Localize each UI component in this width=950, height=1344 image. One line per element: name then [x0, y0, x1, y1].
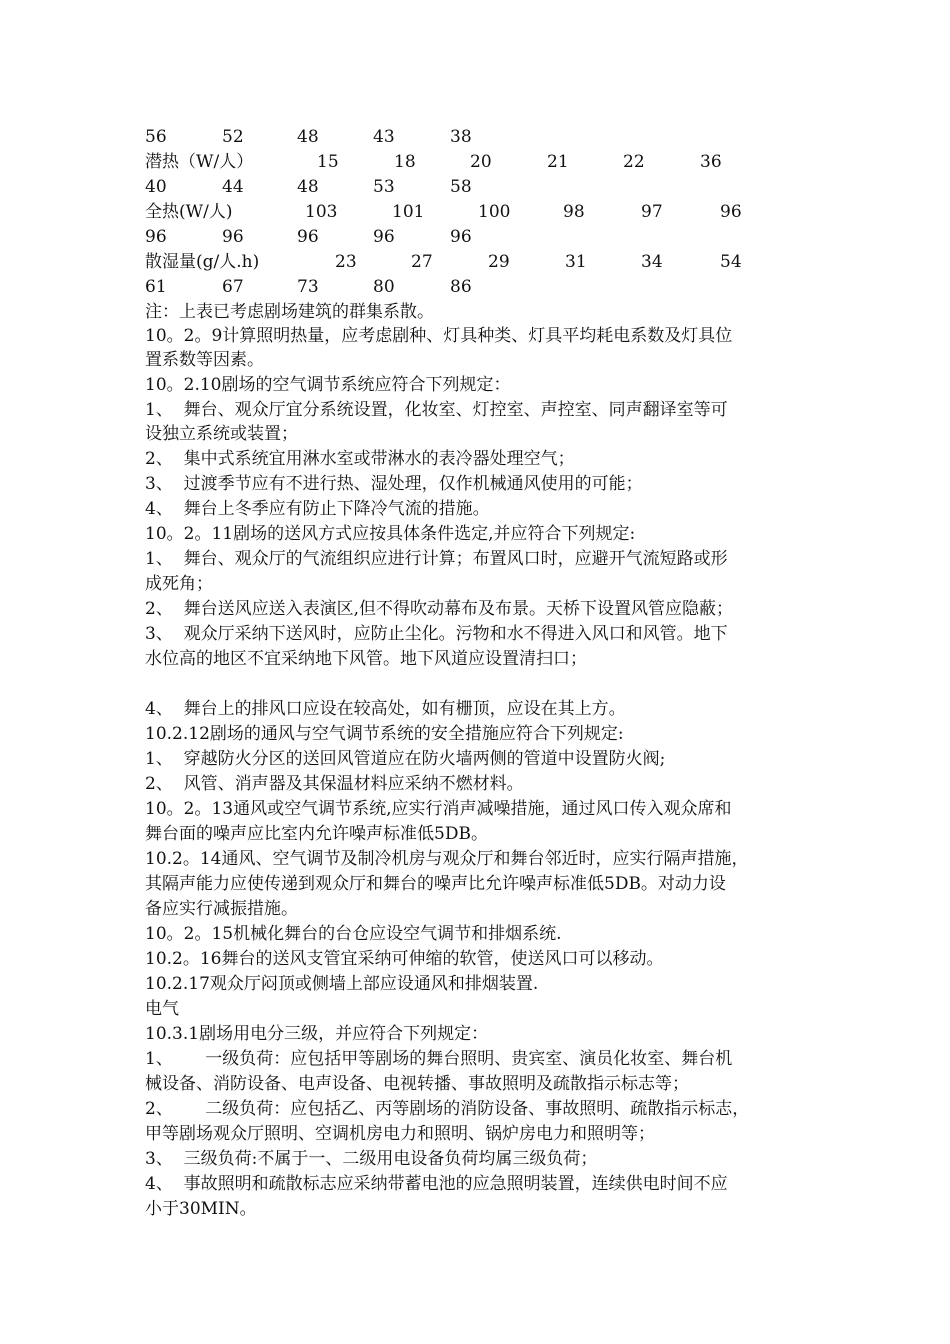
table-cell: 29 [488, 252, 510, 272]
row-label: 潜热（W/人） [145, 152, 254, 172]
table-cell: 96 [373, 227, 395, 247]
table-cell: 96 [450, 227, 472, 247]
text-line: 2、 二级负荷：应包括乙、丙等剧场的消防设备、事故照明、疏散指示标志， [145, 1099, 750, 1119]
text-line: 10。2。15机械化舞台的台仓应设空气调节和排烟系统. [145, 924, 562, 944]
table-cell: 27 [411, 252, 433, 272]
table-cell: 96 [297, 227, 319, 247]
text-line: 1、 穿越防火分区的送回风管道应在防火墙两侧的管道中设置防火阀; [145, 749, 666, 769]
text-line: 3、 三级负荷:不属于一、二级用电设备负荷均属三级负荷； [145, 1149, 598, 1169]
text-line: 2、 风管、消声器及其保温材料应采纳不燃材料。 [145, 774, 524, 794]
text-line: 3、 过渡季节应有不进行热、湿处理，仅作机械通风使用的可能； [145, 474, 643, 494]
text-line: 10.2。14通风、空气调节及制冷机房与观众厅和舞台邻近时，应实行隔声措施， [145, 849, 749, 869]
table-cell: 101 [392, 202, 425, 222]
table-cell: 48 [297, 127, 319, 147]
table-cell: 58 [450, 177, 472, 197]
table-cell: 56 [145, 127, 167, 147]
text-line: 2、 舞台送风应送入表演区,但不得吹动幕布及布景。天桥下设置风管应隐蔽； [145, 599, 734, 619]
text-line: 小于30MIN。 [145, 1199, 257, 1219]
table-row [145, 225, 845, 249]
table-cell: 86 [450, 277, 472, 297]
table-cell: 80 [373, 277, 395, 297]
text-line: 设独立系统或装置； [145, 424, 298, 444]
table-cell: 100 [478, 202, 511, 222]
text-line: 其隔声能力应使传递到观众厅和舞台的噪声比允许噪声标准低5DB。对动力设 [145, 874, 726, 894]
table-row [145, 275, 845, 299]
table-cell: 96 [222, 227, 244, 247]
table-cell: 15 [317, 152, 339, 172]
table-cell: 23 [335, 252, 357, 272]
table-cell: 67 [222, 277, 244, 297]
table-cell: 21 [547, 152, 569, 172]
text-line: 置系数等因素。 [145, 350, 264, 370]
table-cell: 31 [565, 252, 587, 272]
table-cell: 18 [394, 152, 416, 172]
text-line: 械设备、消防设备、电声设备、电视转播、事故照明及疏散指示标志等； [145, 1074, 689, 1094]
table-row [145, 125, 845, 149]
table-cell: 22 [623, 152, 645, 172]
table-row [145, 150, 845, 174]
text-line: 3、 观众厅采纳下送风时，应防止尘化。污物和水不得进入风口和风管。地下 [145, 624, 728, 644]
table-cell: 38 [450, 127, 472, 147]
table-cell: 54 [720, 252, 742, 272]
table-cell: 36 [700, 152, 722, 172]
text-line: 1、 舞台、观众厅的气流组织应进行计算；布置风口时，应避开气流短路或形 [145, 549, 728, 569]
table-cell: 52 [222, 127, 244, 147]
text-line: 2、 集中式系统宜用淋水室或带淋水的表冷器处理空气； [145, 449, 575, 469]
table-cell: 44 [222, 177, 244, 197]
text-line: 4、 事故照明和疏散标志应采纳带蓄电池的应急照明装置，连续供电时间不应 [145, 1174, 728, 1194]
text-line: 10.2。16舞台的送风支管宜采纳可伸缩的软管，使送风口可以移动。 [145, 949, 664, 969]
text-line: 10。2。13通风或空气调节系统,应实行消声减噪措施，通过风口传入观众席和 [145, 799, 732, 819]
row-label: 全热(W/人) [145, 202, 233, 222]
table-cell: 73 [297, 277, 319, 297]
table-row [145, 175, 845, 199]
text-line: 备应实行减振措施。 [145, 899, 298, 919]
text-line: 舞台面的噪声应比室内允许噪声标准低5DB。 [145, 824, 488, 844]
table-cell: 96 [145, 227, 167, 247]
text-line: 10。2。9计算照明热量，应考虑剧种、灯具种类、灯具平均耗电系数及灯具位 [145, 326, 733, 346]
table-cell: 40 [145, 177, 167, 197]
table-cell: 98 [563, 202, 585, 222]
text-line: 成死角； [145, 574, 213, 594]
table-cell: 103 [305, 202, 338, 222]
text-line: 甲等剧场观众厅照明、空调机房电力和照明、锅炉房电力和照明等； [145, 1124, 655, 1144]
text-line: 1、 一级负荷：应包括甲等剧场的舞台照明、贵宾室、演员化妆室、舞台机 [145, 1049, 733, 1069]
table-cell: 43 [373, 127, 395, 147]
text-line: 水位高的地区不宜采纳地下风管。地下风道应设置清扫口； [145, 649, 587, 669]
text-line: 注：上表已考虑剧场建筑的群集系散。 [145, 302, 434, 322]
text-line: 10。2。11剧场的送风方式应按具体条件选定,并应符合下列规定: [145, 524, 636, 544]
table-row [145, 250, 845, 274]
text-line: 10.2.17观众厅闷顶或侧墙上部应设通风和排烟装置. [145, 974, 539, 994]
text-line: 4、 舞台上的排风口应设在较高处，如有栅顶，应设在其上方。 [145, 699, 626, 719]
table-cell: 96 [720, 202, 742, 222]
row-label: 散湿量(g/人.h) [145, 252, 260, 272]
table-cell: 20 [470, 152, 492, 172]
table-cell: 48 [297, 177, 319, 197]
table-cell: 61 [145, 277, 167, 297]
table-cell: 34 [641, 252, 663, 272]
table-row [145, 200, 845, 224]
table-cell: 53 [373, 177, 395, 197]
table-cell: 97 [641, 202, 663, 222]
section-heading: 电气 [145, 999, 179, 1019]
text-line: 10。2.10剧场的空气调节系统应符合下列规定： [145, 375, 511, 395]
text-line: 10.2.12剧场的通风与空气调节系统的安全措施应符合下列规定: [145, 724, 624, 744]
text-line: 10.3.1剧场用电分三级，并应符合下列规定： [145, 1024, 489, 1044]
text-line: 4、 舞台上冬季应有防止下降冷气流的措施。 [145, 499, 490, 519]
text-line: 1、 舞台、观众厅宜分系统设置，化妆室、灯控室、声控室、同声翻译室等可 [145, 400, 728, 420]
